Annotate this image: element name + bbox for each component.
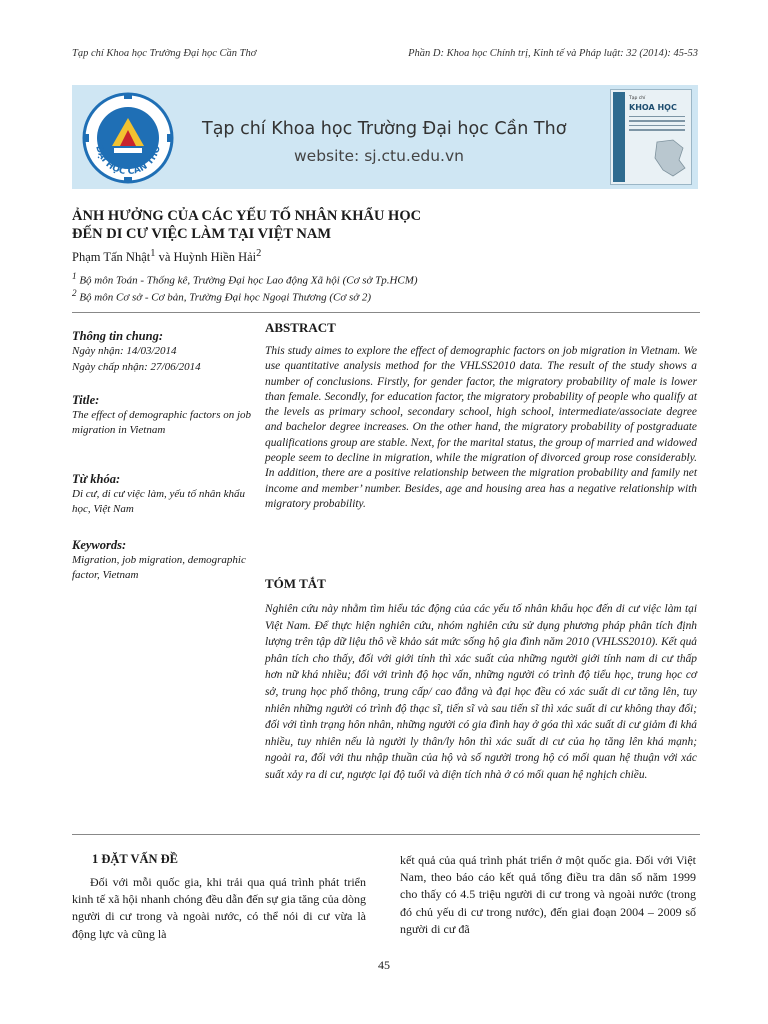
- author-join: và: [155, 250, 174, 265]
- intro-heading: 1 ĐẶT VẤN ĐỀ: [92, 852, 179, 866]
- abstract-section: [265, 320, 697, 512]
- english-title-heading: Title:: [72, 393, 100, 407]
- cover-small-text: Tạp chí: [629, 96, 646, 101]
- journal-cover-thumbnail: [610, 89, 692, 185]
- running-head: [72, 48, 698, 59]
- author-1-sup: 1: [150, 248, 156, 259]
- abstract-heading: ABSTRACT: [265, 320, 336, 335]
- running-head-section: Phần D: Khoa học Chính trị, Kinh tế và Pháp luật: 32 (2014): 45-53: [408, 48, 698, 59]
- intro-paragraph-right: kết quả của quá trình phát triển ở một quốc gia. Đối với Việt Nam, theo báo cáo kết quả tổng điều tra dân số năm 1999 cho thấy có 4.5 triệu người di cư trong và ngoài nước (trong đó chủ yếu di cư trong nước), đến giai đoạn 2004 – 2009 số người di cư đã: [400, 853, 696, 936]
- keywords-heading: Keywords:: [72, 538, 127, 552]
- cover-strip: [613, 92, 625, 182]
- divider-top: [72, 312, 700, 313]
- page-number: 45: [378, 958, 390, 972]
- intro-paragraph-left: Đối với mỗi quốc gia, khi trải qua quá trình phát triển kinh tế xã hội nhanh chóng đều dẫn đến sự gia tăng của dòng người di cư trong và ngoài nước, có thể nói di cư vừa là động lực và cũng là: [72, 875, 366, 941]
- affiliation-1-text: Bộ môn Toán - Thống kê, Trường Đại học Lao động Xã hội (Cơ sở Tp.HCM): [76, 274, 418, 287]
- banner-website: website: sj.ctu.edu.vn: [294, 147, 464, 165]
- keywords-text: Migration, job migration, demographic factor, Vietnam: [72, 554, 246, 581]
- english-title-text: The effect of demographic factors on job migration in Vietnam: [72, 409, 252, 436]
- affiliation-1: [72, 271, 418, 287]
- body-column-right: [400, 852, 696, 938]
- article-title-line-1: ẢNH HƯỞNG CỦA CÁC YẾU TỐ NHÂN KHẨU HỌC: [72, 208, 422, 224]
- cover-title: KHOA HỌC: [629, 103, 677, 112]
- keywords-vn-heading: Từ khóa:: [72, 472, 121, 486]
- logo-text: ĐẠI HỌC CẦN THƠ: [93, 144, 163, 178]
- divider-bottom: [72, 834, 700, 835]
- affiliation-2-sup: 2: [72, 288, 77, 298]
- abstract-text: This study aimes to explore the effect of demographic factors on job migration in Vietnam. We use quantitative analysis method for the VHLSS2010 data. The result of the study shows a number of conclusions. Firstly, for gender factor, the migratory probability of male is lower than female. Secondly, for education factor, the migratory probability of people who qualify at the levels as primary school, secondary school, high school, intermediate/associate degree and bachelor degree increases. On the other hand, the migratory probability of postgraduate qualifications group are stable. Next, for the marital status, the group of married and widowed people seem to decline in migration, while the migration of divorced group rose considerably. In addition, there are a positive relationship between the migration probability and family net income and member’ number. Besides, age and housing area has a negative relationship with migratory probability.: [265, 345, 697, 510]
- tomtat-section: [265, 576, 697, 784]
- body-column-left: [72, 852, 366, 943]
- keywords-vn-text: Di cư, di cư việc làm, yếu tố nhân khẩu học, Việt Nam: [72, 488, 245, 515]
- general-info-heading: Thông tin chung:: [72, 329, 164, 343]
- authors: [72, 248, 261, 265]
- cover-text-lines: [629, 116, 685, 134]
- journal-banner: [72, 85, 698, 189]
- keywords-block: [72, 537, 252, 583]
- affiliation-2-text: Bộ môn Cơ sở - Cơ bản, Trường Đại học Ngoại Thương (Cơ sở 2): [76, 291, 372, 304]
- author-2: Huỳnh Hiền Hải: [173, 250, 257, 265]
- running-head-journal: Tạp chí Khoa học Trường Đại học Cần Thơ: [72, 48, 257, 59]
- accepted-date: Ngày chấp nhận: 27/06/2014: [72, 360, 201, 373]
- map-icon: [653, 138, 687, 178]
- keywords-vn-block: [72, 471, 252, 517]
- author-1: Phạm Tấn Nhật: [72, 250, 151, 265]
- university-logo-icon: [82, 92, 174, 184]
- tomtat-heading: TÓM TẮT: [265, 576, 326, 591]
- article-title: [72, 207, 712, 243]
- tomtat-text: Nghiên cứu này nhằm tìm hiểu tác động của các yếu tố nhân khẩu học đến di cư việc làm tại Việt Nam. Để thực hiện nghiên cứu, nhóm nghiên cứu sử dụng phương pháp phân tích định lượng trên tập dữ liệu thô về khảo sát mức sống hộ gia đình năm 2010 (VHLSS2010). Kết quả phân tích cho thấy, đối với giới tính thì xác suất của những người giới tính nam di cư thấp hơn nữ khá nhiều; đối với trình độ học vấn, những người có trình độ tiểu học, trung học cơ sở, trung học phổ thông, trung cấp/ cao đẳng và đại học đều có xác suất di cư tăng lên, tuy nhiên những người có trình độ thạc sĩ, tiến sĩ và sau tiến sĩ thì xác suất di cư không thay đổi; đối với tình trạng hôn nhân, những người có gia đình hay ở góa thì xác suất di cư giảm đi khá nhiều, tuy nhiên nếu là người ly thân/ly hôn thì xác suất di cư của họ tăng lên khá mạnh; ngoài ra, đối với thu nhập thuần của hộ và số người trong hộ có mối quan hệ thuận với xác suất xảy ra di cư, ngược lại độ tuổi và diện tích nhà ở có mối quan hệ nghịch chiều.: [265, 603, 697, 781]
- received-date: Ngày nhận: 14/03/2014: [72, 345, 177, 357]
- banner-title: Tạp chí Khoa học Trường Đại học Cần Thơ: [202, 119, 567, 139]
- affiliation-2: [72, 288, 371, 304]
- author-2-sup: 2: [256, 248, 262, 259]
- general-info: [72, 328, 252, 375]
- english-title-block: [72, 392, 252, 438]
- article-title-line-2: ĐẾN DI CƯ VIỆC LÀM TẠI VIỆT NAM: [72, 226, 332, 242]
- affiliation-1-sup: 1: [72, 271, 77, 281]
